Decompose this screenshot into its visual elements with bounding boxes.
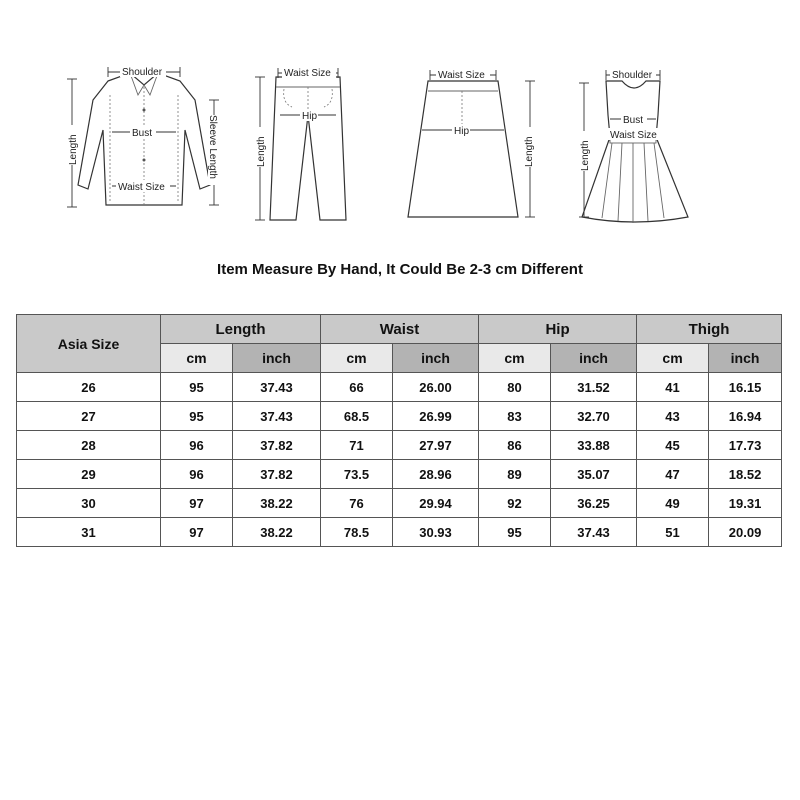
table-cell: 30: [17, 489, 161, 518]
table-cell: 95: [161, 402, 233, 431]
thigh-header: Thigh: [637, 315, 782, 344]
table-cell: 37.43: [233, 402, 321, 431]
table-cell: 16.15: [709, 373, 782, 402]
table-cell: 20.09: [709, 518, 782, 547]
skirt-figure: [400, 55, 550, 225]
unit-header: inch: [393, 344, 479, 373]
skirt-drawing: [400, 55, 550, 225]
table-cell: 68.5: [321, 402, 393, 431]
table-cell: 28.96: [393, 460, 479, 489]
table-cell: 92: [479, 489, 551, 518]
measurement-figures: [0, 0, 800, 240]
pants-hip-label: Hip: [302, 111, 318, 122]
unit-header: cm: [479, 344, 551, 373]
table-row: [17, 431, 782, 460]
table-cell: 78.5: [321, 518, 393, 547]
dress-bust-label: Bust: [623, 115, 644, 126]
table-cell: 73.5: [321, 460, 393, 489]
table-row: [17, 373, 782, 402]
table-cell: 38.22: [233, 518, 321, 547]
table-cell: 37.43: [551, 518, 637, 547]
hip-header: Hip: [479, 315, 637, 344]
table-cell: 97: [161, 489, 233, 518]
dress-drawing: [572, 55, 702, 230]
pants-length-label: Length: [256, 136, 267, 167]
shirt-waist-label: Waist Size: [118, 182, 165, 193]
table-cell: 38.22: [233, 489, 321, 518]
unit-header: cm: [321, 344, 393, 373]
table-cell: 36.25: [551, 489, 637, 518]
table-cell: 83: [479, 402, 551, 431]
table-cell: 31: [17, 518, 161, 547]
table-cell: 97: [161, 518, 233, 547]
table-cell: 35.07: [551, 460, 637, 489]
table-cell: 26.00: [393, 373, 479, 402]
table-cell: 76: [321, 489, 393, 518]
table-row: [17, 518, 782, 547]
shirt-drawing: [60, 55, 230, 220]
table-cell: 49: [637, 489, 709, 518]
skirt-hip-label: Hip: [454, 126, 470, 137]
dress-length-label: Length: [580, 140, 591, 171]
dress-figure: [572, 55, 702, 230]
skirt-waist-label: Waist Size: [438, 70, 485, 81]
table-row: [17, 402, 782, 431]
pants-figure: [248, 55, 368, 225]
table-cell: 89: [479, 460, 551, 489]
skirt-length-label: Length: [524, 136, 535, 167]
table-cell: 29.94: [393, 489, 479, 518]
table-cell: 95: [161, 373, 233, 402]
length-header: Length: [161, 315, 321, 344]
measurement-note: Item Measure By Hand, It Could Be 2-3 cm Different: [217, 261, 583, 278]
group-header-row: [17, 315, 782, 344]
table-cell: 71: [321, 431, 393, 460]
table-cell: 96: [161, 460, 233, 489]
table-cell: 37.43: [233, 373, 321, 402]
unit-header: cm: [637, 344, 709, 373]
table-cell: 86: [479, 431, 551, 460]
table-cell: 41: [637, 373, 709, 402]
table-cell: 26: [17, 373, 161, 402]
shirt-length-label: Length: [68, 134, 79, 165]
table-cell: 47: [637, 460, 709, 489]
table-cell: 51: [637, 518, 709, 547]
shirt-bust-label: Bust: [132, 128, 153, 139]
table-cell: 27.97: [393, 431, 479, 460]
table-cell: 37.82: [233, 460, 321, 489]
table-cell: 19.31: [709, 489, 782, 518]
shirt-sleeve-label: Sleeve Length: [207, 115, 218, 179]
asia-size-header: Asia Size: [17, 315, 161, 373]
table-cell: 31.52: [551, 373, 637, 402]
table-cell: 28: [17, 431, 161, 460]
shirt-shoulder-label: Shoulder: [122, 67, 163, 78]
table-cell: 16.94: [709, 402, 782, 431]
unit-header: inch: [233, 344, 321, 373]
unit-header: cm: [161, 344, 233, 373]
table-cell: 29: [17, 460, 161, 489]
table-cell: 43: [637, 402, 709, 431]
table-cell: 27: [17, 402, 161, 431]
dress-waist-label: Waist Size: [610, 130, 657, 141]
table-cell: 32.70: [551, 402, 637, 431]
table-cell: 18.52: [709, 460, 782, 489]
unit-header: inch: [709, 344, 782, 373]
table-cell: 96: [161, 431, 233, 460]
table-row: [17, 460, 782, 489]
size-chart-table: [16, 314, 782, 547]
pants-drawing: [248, 55, 368, 225]
table-cell: 95: [479, 518, 551, 547]
table-cell: 37.82: [233, 431, 321, 460]
table-cell: 66: [321, 373, 393, 402]
waist-header: Waist: [321, 315, 479, 344]
pants-waist-label: Waist Size: [284, 68, 331, 79]
table-cell: 17.73: [709, 431, 782, 460]
dress-shoulder-label: Shoulder: [612, 70, 653, 81]
table-cell: 26.99: [393, 402, 479, 431]
table-cell: 80: [479, 373, 551, 402]
unit-header: inch: [551, 344, 637, 373]
table-cell: 45: [637, 431, 709, 460]
table-cell: 30.93: [393, 518, 479, 547]
shirt-figure: [60, 55, 230, 220]
table-row: [17, 489, 782, 518]
table-cell: 33.88: [551, 431, 637, 460]
